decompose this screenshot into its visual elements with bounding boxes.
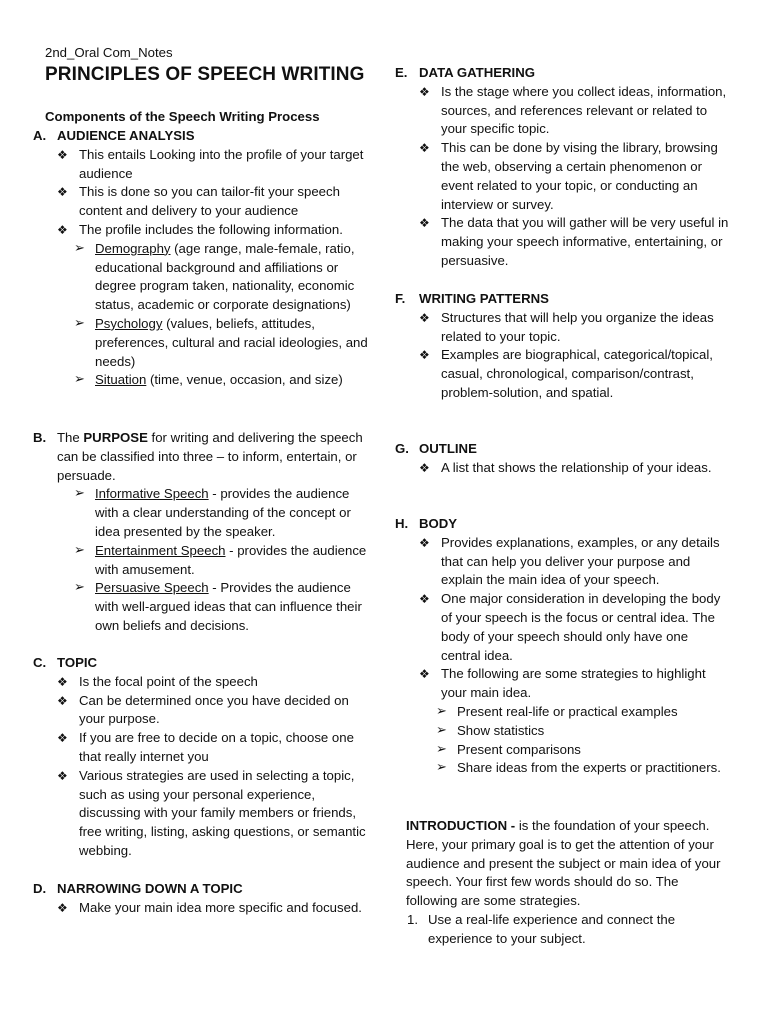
list-item: ❖ Structures that will help you organize the ideas related to your topic. [395,309,730,347]
list-item-text: Use a real-life experience and connect the experience to your subject. [428,911,676,946]
term: Psychology [95,315,163,331]
section-heading [33,880,373,899]
term: Persuasive Speech [95,580,209,596]
list-item [33,579,373,635]
list-item: ❖ This entails Looking into the profile of your target audience [33,146,373,184]
term-desc: - provides the audience with a clear understanding of the concept or idea presented by the speaker. [95,486,351,539]
sub-list [395,703,730,778]
section-writing-patterns [395,290,730,403]
list-item: ❖ This is done so you can tailor-fit your speech content and delivery to your audience [33,183,373,221]
list-item: ➢ Share ideas from the experts or practitioners. [395,759,730,778]
section-data-gathering [395,64,730,271]
list-item: ❖ One major consideration in developing the body of your speech is the focus or central idea. The body of your speech should only have one central idea. [395,590,730,665]
section-title: OUTLINE [419,441,477,456]
sub-list [33,240,373,390]
list-item: ❖ This can be done by vising the library, browsing the web, observing a certain phenomenon or event related to your topic, or conducting an interview or survey. [395,139,730,214]
section-paragraph [33,429,373,485]
section-title: TOPIC [57,655,98,670]
term: Entertainment Speech [95,542,226,558]
section-heading [395,440,730,459]
section-heading [33,127,373,146]
bullet-list [395,309,730,403]
list-item: ➢ Present comparisons [395,741,730,760]
list-item [395,911,730,949]
section-introduction [395,817,730,949]
section-title: DATA GATHERING [419,65,535,80]
numbered-list [395,911,730,949]
term: Informative Speech [95,486,209,502]
term-desc: - provides the audience with amusement. [95,542,367,577]
list-item: ❖ Can be determined once you have decided on your purpose. [33,692,373,730]
introduction-label: INTRODUCTION - [406,818,516,833]
bullet-list [33,146,373,240]
list-item: ❖ The following are some strategies to highlight your main idea. [395,665,730,703]
term-desc: (age range, male-female, ratio, educational background and affiliations or degree program taken, nationality, economic status, academic or corporate designations) [95,240,355,313]
list-item: ❖ The data that you will gather will be very useful in making your speech informative, entertaining, or persuasive. [395,214,730,270]
list-item: ❖ A list that shows the relationship of your ideas. [395,459,730,478]
list-item: ❖ Is the stage where you collect ideas, information, sources, and references relevant or related to your specific topic. [395,83,730,139]
list-item: ➢ Show statistics [395,722,730,741]
list-item: ❖ Various strategies are used in selecting a topic, such as using your personal experience, discussing with your family members or friends, free writing, listing, asking questions, or semantic webbing. [33,767,373,861]
introduction-paragraph [395,817,730,911]
section-title: WRITING PATTERNS [419,291,549,306]
introduction-text: is the foundation of your speech. Here, your primary goal is to get the attention of your audience and present the subject or main idea of your speech. Your first few words should do so. The following are some strategies. [406,818,721,909]
list-item [33,315,373,371]
section-audience-analysis [33,127,373,390]
section-purpose [33,429,373,636]
section-topic [33,654,373,861]
section-heading [395,290,730,309]
term-desc: - Provides the audience with well-argued ideas that can influence their own beliefs and decisions. [95,580,362,633]
section-heading [395,515,730,534]
section-letter: A. [33,128,47,143]
section-letter: G. [395,441,409,456]
term: Demography [95,240,171,256]
bullet-list [33,899,373,918]
course-label: 2nd_Oral Com_Notes [45,45,173,60]
list-number: 1. [407,911,418,927]
section-title: AUDIENCE ANALYSIS [57,128,195,143]
list-item: ❖ Provides explanations, examples, or any details that can help you deliver your purpose and explain the main idea of your speech. [395,534,730,590]
term: Situation [95,372,147,388]
bullet-list [33,673,373,861]
page-title: PRINCIPLES OF SPEECH WRITING [45,64,365,85]
term-desc: (time, venue, occasion, and size) [146,372,343,388]
list-item [33,240,373,315]
section-letter: B. [33,430,47,445]
section-title: BODY [419,516,458,531]
section-letter: E. [395,65,408,80]
list-item: ❖ The profile includes the following information. [33,221,373,240]
section-heading [395,64,730,83]
section-letter: C. [33,655,47,670]
list-item [33,485,373,541]
sub-list [33,485,373,635]
section-letter: H. [395,516,409,531]
section-subtitle: Components of the Speech Writing Process [45,109,320,124]
list-item [33,371,373,390]
list-item [33,542,373,580]
list-item: ❖ Examples are biographical, categorical/topical, casual, chronological, comparison/contrast, problem-solution, and spatial. [395,346,730,402]
list-item: ➢ Present real-life or practical examples [395,703,730,722]
list-item: ❖ If you are free to decide on a topic, choose one that really internet you [33,729,373,767]
section-outline [395,440,730,478]
paragraph-text: The PURPOSE for writing and delivering the speech can be classified into three – to inform, entertain, or persuade. [57,430,363,483]
section-narrowing-topic [33,880,373,918]
bullet-list [395,83,730,271]
section-title: NARROWING DOWN A TOPIC [57,881,243,896]
section-letter: F. [395,291,406,306]
list-item: ❖ Is the focal point of the speech [33,673,373,692]
section-body [395,515,730,778]
section-heading [33,654,373,673]
section-letter: D. [33,881,47,896]
bullet-list [395,534,730,703]
list-item: ❖ Make your main idea more specific and focused. [33,899,373,918]
term-desc: (values, beliefs, attitudes, preferences, cultural and racial ideologies, and needs) [95,315,368,369]
bullet-list [395,459,730,478]
